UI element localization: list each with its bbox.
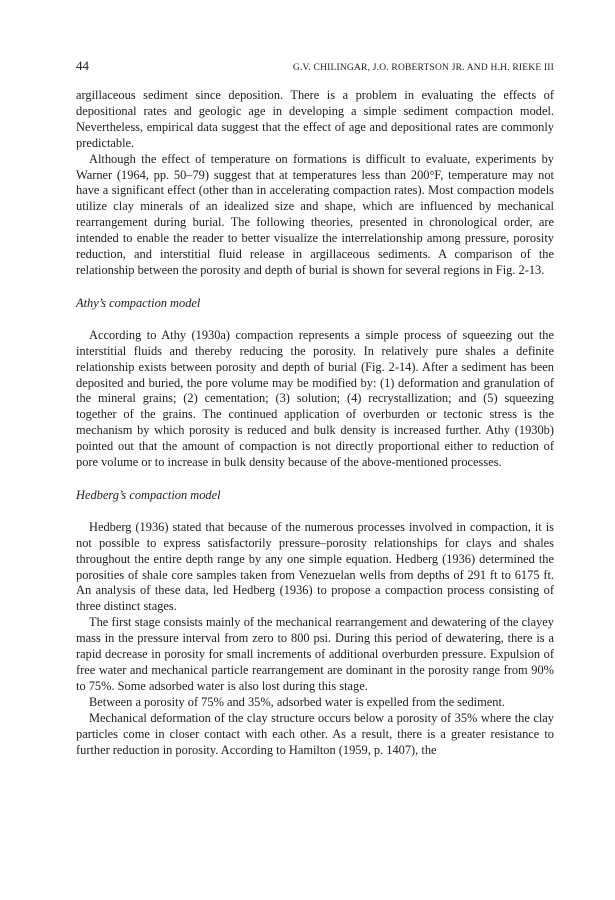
running-head: G.V. CHILINGAR, J.O. ROBERTSON JR. AND H.H. RIEKE III xyxy=(292,63,554,73)
body-paragraph: Hedberg (1936) stated that because of the numerous processes involved in compaction, it is not possible to express satisfactorily pressure–porosity relationships for clays and shales throughout the entire depth range by any one simple equation. Hedberg (1936) determined the porosities of shale core samples taken from Venezuelan wells from depths of 291 ft to 6175 ft. An analysis of these data, led Hedberg (1936) to propose a compaction process consisting of three distinct stages. xyxy=(76,519,554,614)
body-paragraph: Mechanical deformation of the clay structure occurs below a porosity of 35% where the clay particles come in closer contact with each other. As a result, there is a greater resistance to further reduction in porosity. According to Hamilton (1959, p. 1407), the xyxy=(76,710,554,757)
book-page xyxy=(76,58,554,758)
section-heading-hedberg: Hedberg’s compaction model xyxy=(76,487,221,502)
body-paragraph: The first stage consists mainly of the mechanical rearrangement and dewatering of the clayey mass in the pressure interval from zero to 800 psi. During this period of dewatering, there is a rapid decrease in porosity for small increments of additional overburden pressure. Expulsion of free water and mechanical particle rearrangement are dominant in the porosity range from 90% to 75%. Some adsorbed water is also lost during this stage. xyxy=(76,615,554,693)
body-paragraph: According to Athy (1930a) compaction represents a simple process of squeezing out the interstitial fluids and thereby reducing the porosity. In relatively pure shales a definite relationship exists between porosity and depth of burial (Fig. 2-14). After a sediment has been deposited and buried, the pore volume may be modified by: (1) deformation and granulation of the mineral grains; (2) cementation; (3) solution; (4) recrystallization; and (5) squeezing together of the grains. The continued application of overburden or tectonic stress is the mechanism by which porosity is reduced and bulk density is increased further. Athy (1930b) pointed out that the amount of compaction is not directly proportional either to reduction of pore volume or to increase in bulk density because of the above-mentioned processes. xyxy=(76,327,554,470)
page-number: 44 xyxy=(76,58,89,73)
page-header xyxy=(76,58,554,88)
body-paragraph: argillaceous sediment since deposition. There is a problem in evaluating the effects of depositional rates and geologic age in developing a simple sediment compaction model. Nevertheless, empirical data suggest that the effect of age and depositional rates are commonly predictable. xyxy=(76,88,554,150)
section-heading-athy: Athy’s compaction model xyxy=(76,295,201,310)
body-paragraph: Between a porosity of 75% and 35%, adsorbed water is expelled from the sediment. xyxy=(89,694,505,709)
body-paragraph: Although the effect of temperature on formations is difficult to evaluate, experiments by Warner (1964, pp. 50–79) suggest that at temperatures less than 200°F, temperature may not have a significant effect (other than in accelerating compaction rates). Most compaction models utilize clay minerals of an idealized size and shape, which are influenced by mechanical rearrangement during burial. The following theories, presented in chronological order, are intended to enable the reader to better visualize the interrelationship among pressure, porosity reduction, and interstitial fluid release in argillaceous sediments. A comparison of the relationship between the porosity and depth of burial is shown for several regions in Fig. 2-13. xyxy=(76,151,554,277)
